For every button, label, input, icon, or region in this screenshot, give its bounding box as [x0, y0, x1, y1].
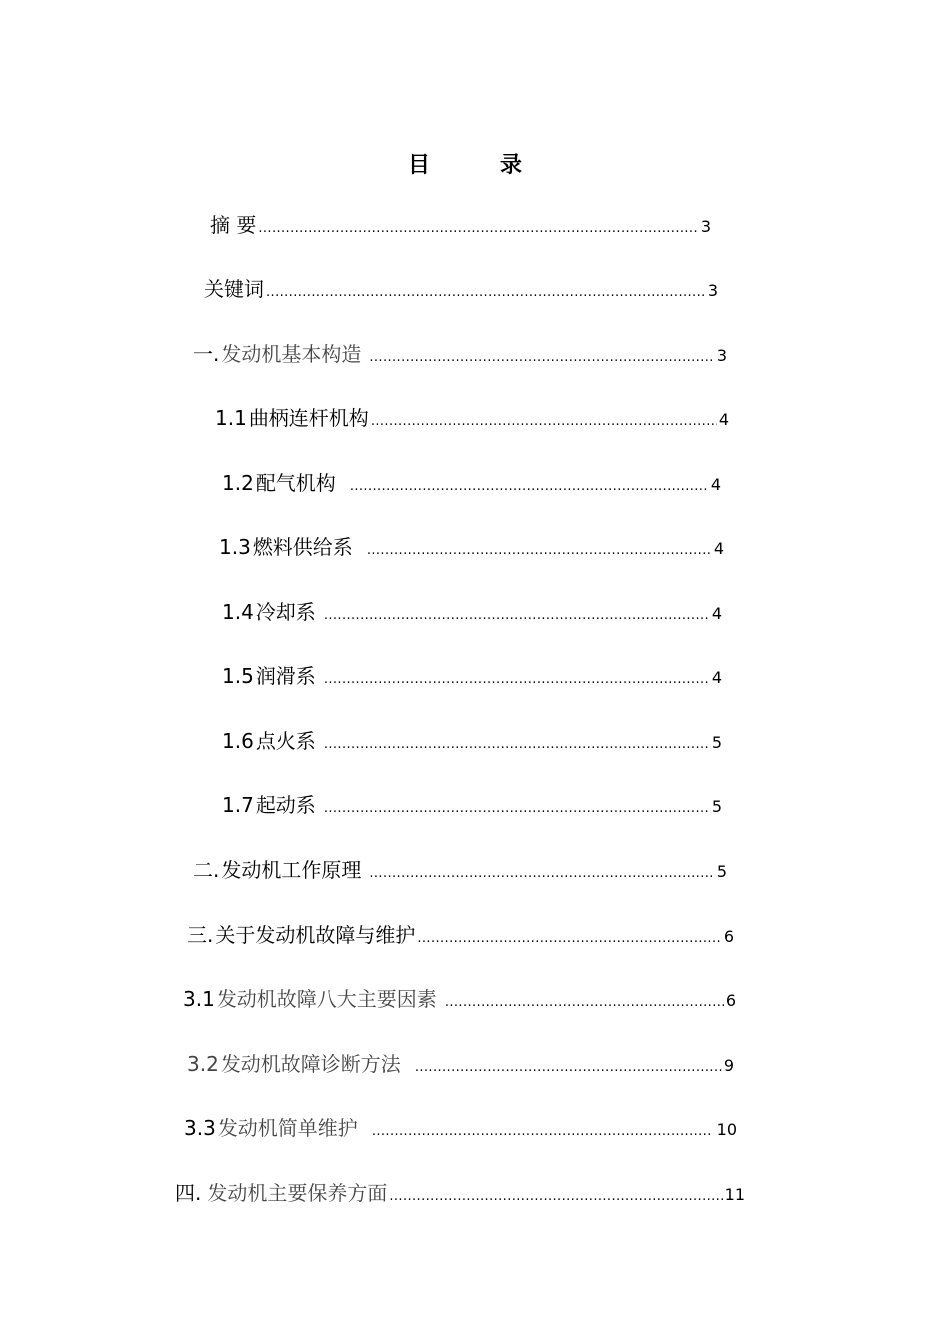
toc-entry-3-1[interactable] [183, 986, 736, 1012]
toc-entry-1-1[interactable] [215, 405, 729, 431]
toc-page-number: 4 [710, 475, 721, 494]
toc-dot-leader [324, 667, 710, 693]
toc-entry-number: 四. [175, 1181, 202, 1205]
toc-entry-label: 发动机故障八大主要因素 [216, 987, 437, 1011]
toc-entry-number: 1.6 [222, 729, 254, 753]
toc-page-number: 3 [700, 217, 711, 236]
toc-dot-leader [266, 280, 706, 306]
toc-entry-number: 1.4 [222, 600, 254, 624]
toc-entry-label: 发动机工作原理 [221, 858, 362, 882]
toc-entry-label: 曲柄连杆机构 [248, 406, 369, 430]
toc-entry-label: 配气机构 [255, 471, 336, 495]
toc-entry-label: 摘 要 [210, 213, 257, 237]
toc-page-number: 5 [716, 862, 727, 881]
toc-entry-1-6[interactable] [222, 728, 722, 754]
toc-page-number: 5 [711, 797, 722, 816]
toc-dot-leader [367, 538, 712, 564]
toc-page-number: 10 [716, 1120, 737, 1139]
toc-entry-number: 3.1 [183, 987, 215, 1011]
toc-entry-1-3[interactable] [219, 534, 724, 560]
toc-entry-chapter-3[interactable] [187, 922, 734, 948]
toc-page-number: 3 [707, 281, 718, 300]
toc-entry-number: 1.1 [215, 406, 247, 430]
toc-entry-label: 点火系 [255, 729, 316, 753]
toc-dot-leader [258, 216, 698, 242]
toc-entry-label: 关于发动机故障与维护 [215, 923, 416, 947]
toc-entry-number: 1.3 [219, 535, 251, 559]
toc-entry-number: 二. [193, 858, 220, 882]
toc-page-number: 4 [711, 604, 722, 623]
toc-entry-number: 三. [187, 923, 214, 947]
toc-entry-label: 润滑系 [255, 664, 316, 688]
toc-entry-3-3[interactable] [184, 1115, 737, 1141]
toc-entry-number: 1.7 [222, 793, 254, 817]
toc-dot-leader [417, 926, 721, 952]
toc-entry-abstract[interactable] [208, 212, 711, 238]
toc-dot-leader [324, 732, 710, 758]
toc-entry-label: 发动机基本构造 [221, 342, 362, 366]
toc-page-number: 9 [723, 1056, 734, 1075]
toc-page-number: 5 [711, 733, 722, 752]
toc-entry-chapter-1[interactable] [193, 341, 727, 367]
toc-entry-3-2[interactable] [187, 1051, 734, 1077]
toc-entry-label: 燃料供给系 [252, 535, 353, 559]
toc-entry-label: 发动机故障诊断方法 [220, 1052, 401, 1076]
toc-entry-label: 关键词 [204, 277, 264, 301]
toc-dot-leader [369, 861, 714, 887]
toc-dot-leader [415, 1055, 722, 1081]
toc-dot-leader [371, 409, 717, 435]
toc-entry-chapter-2[interactable] [193, 857, 727, 883]
toc-entry-number: 一. [193, 342, 220, 366]
toc-dot-leader [369, 345, 714, 371]
toc-page-number: 4 [713, 539, 724, 558]
toc-dot-leader [445, 990, 724, 1016]
toc-dot-leader [324, 603, 710, 629]
toc-entry-label: 发动机主要保养方面 [207, 1181, 388, 1205]
toc-page-number: 6 [725, 991, 736, 1010]
toc-entry-1-7[interactable] [222, 792, 722, 818]
toc-page-number: 3 [716, 346, 727, 365]
toc-page-number: 6 [723, 927, 734, 946]
toc-entry-keywords[interactable] [202, 276, 718, 302]
toc-page-number: 11 [724, 1185, 745, 1204]
toc-entry-number: 1.2 [222, 471, 254, 495]
toc-entry-1-4[interactable] [222, 599, 722, 625]
toc-entry-label: 发动机简单维护 [217, 1116, 358, 1140]
toc-dot-leader [372, 1119, 711, 1145]
toc-dot-leader [350, 474, 709, 500]
toc-dot-leader [324, 796, 710, 822]
toc-entry-label: 冷却系 [255, 600, 316, 624]
toc-entry-chapter-4[interactable] [175, 1180, 745, 1206]
toc-entry-number: 3.2 [187, 1052, 219, 1076]
toc-entry-label: 起动系 [255, 793, 316, 817]
toc-page-number: 4 [718, 410, 729, 429]
toc-dot-leader [389, 1184, 722, 1210]
toc-entry-1-2[interactable] [222, 470, 721, 496]
toc-entry-number: 3.3 [184, 1116, 216, 1140]
toc-entry-1-5[interactable] [222, 663, 722, 689]
toc-entry-number: 1.5 [222, 664, 254, 688]
toc-page-number: 4 [711, 668, 722, 687]
toc-title: 目 录 [407, 153, 546, 178]
